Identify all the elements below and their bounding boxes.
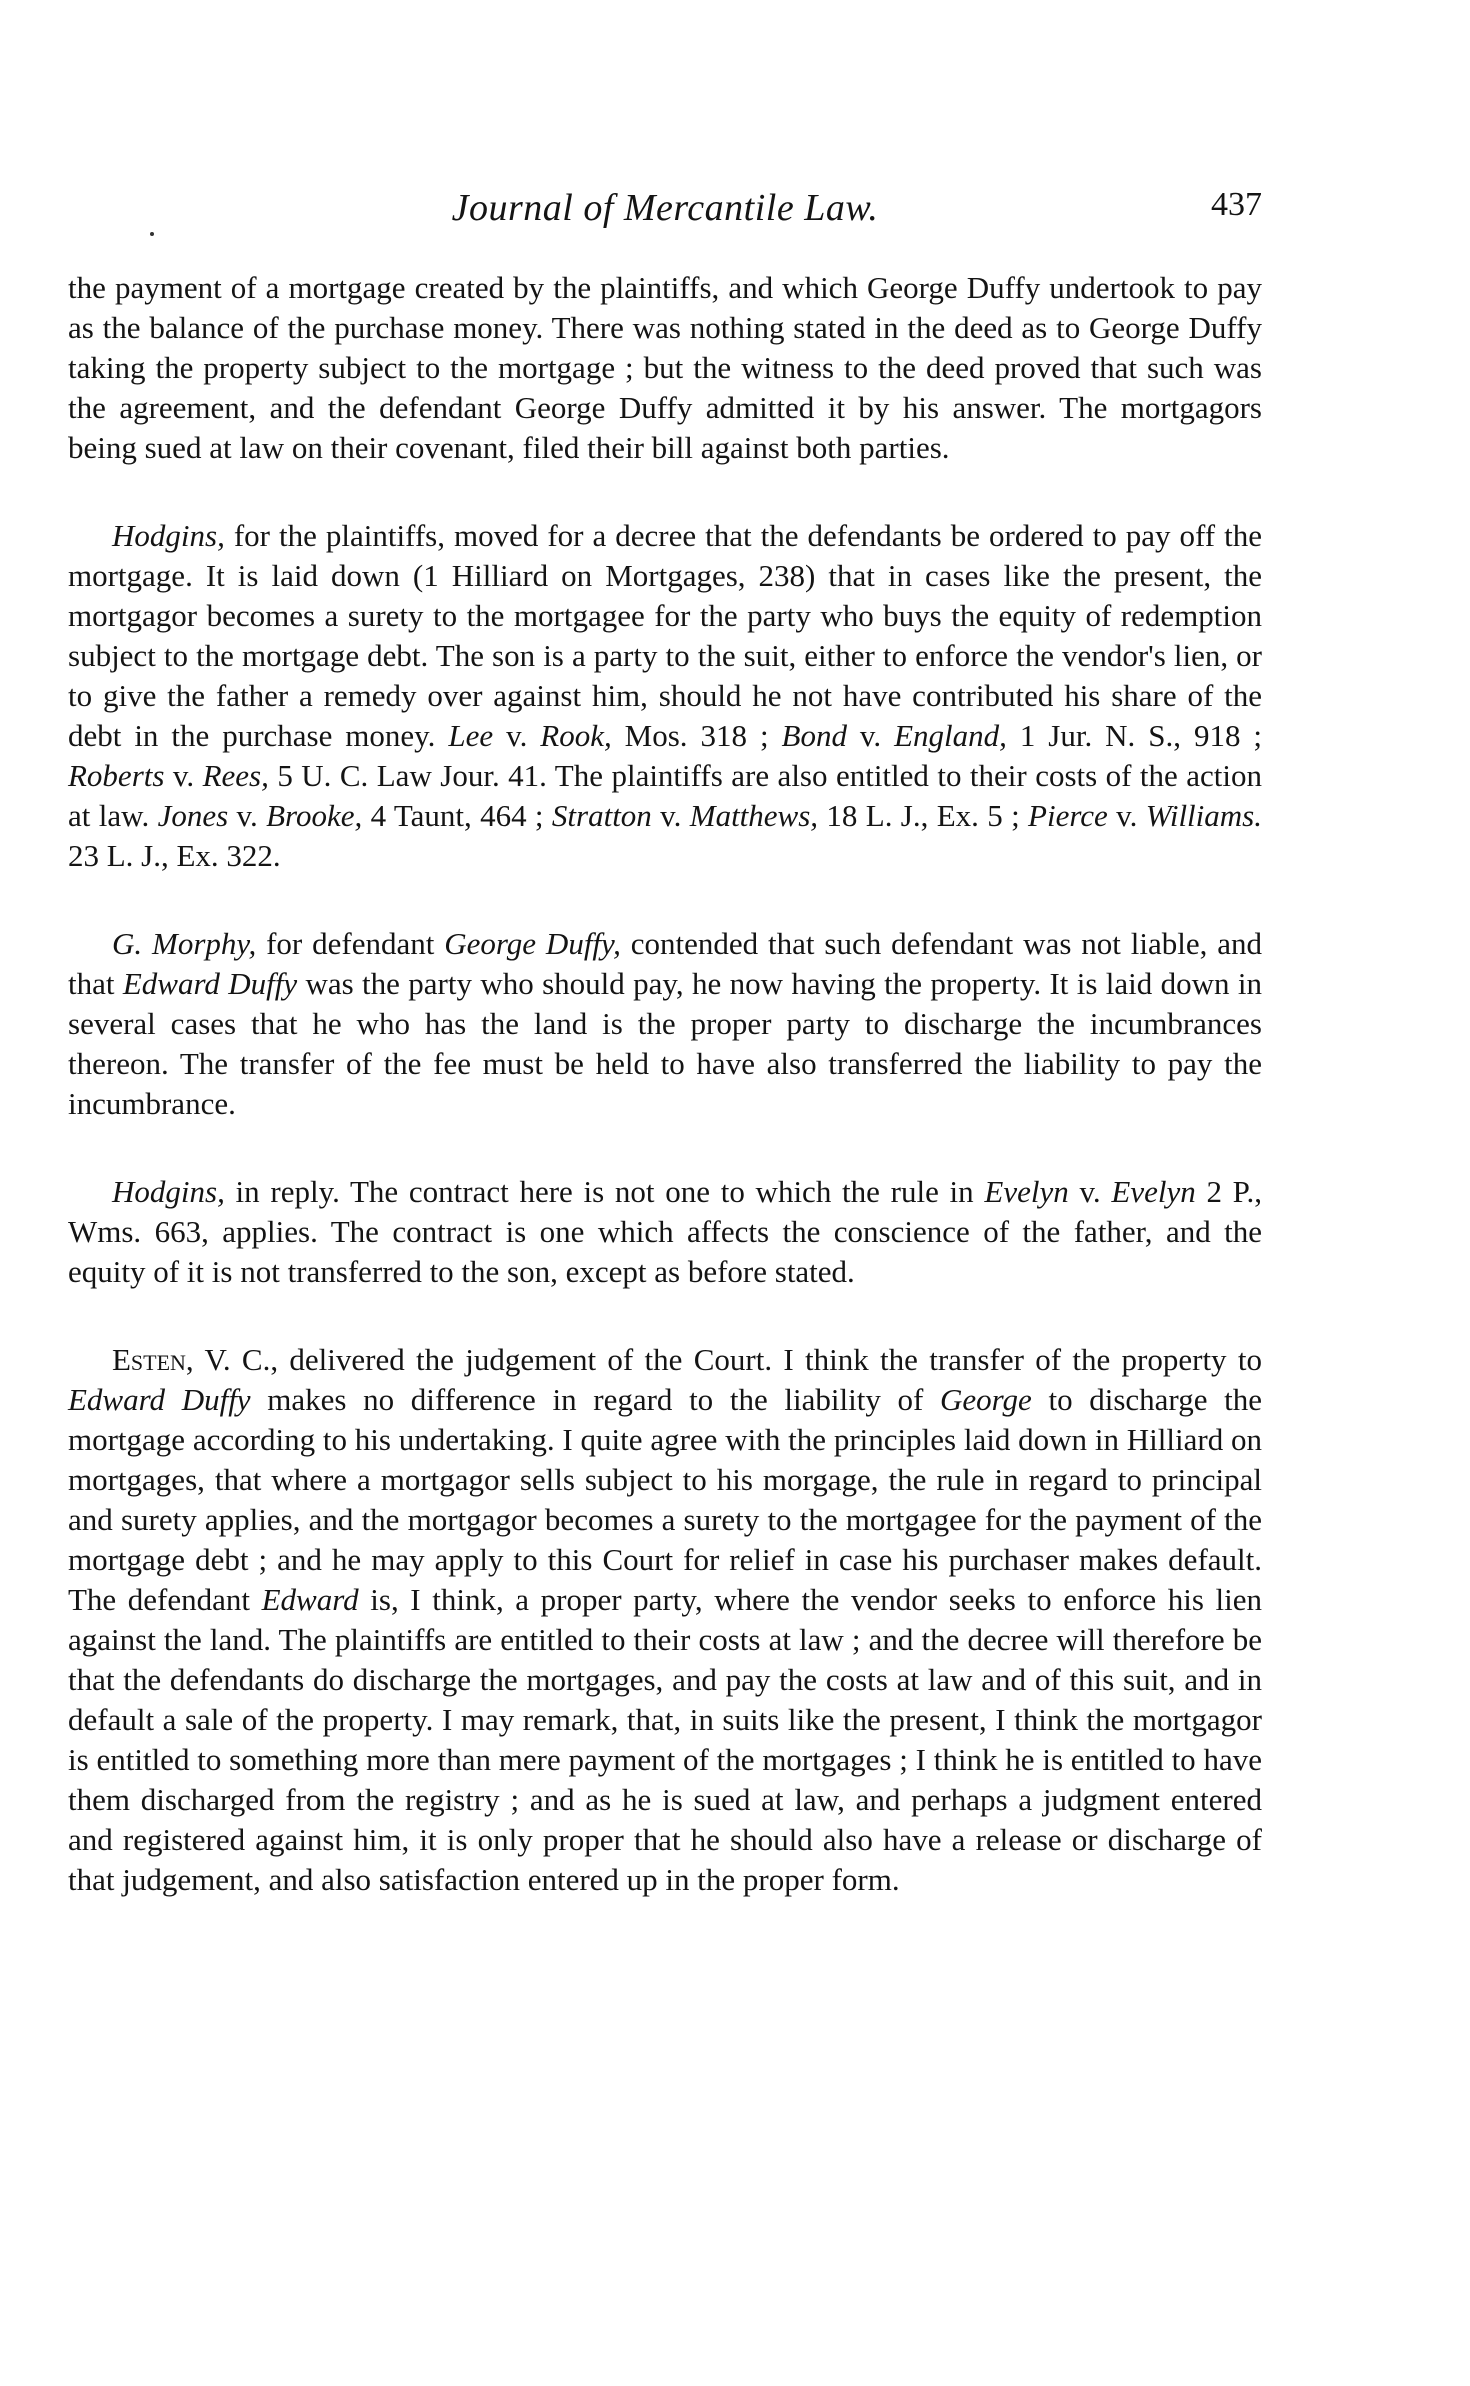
italic-text: Matthews, [689, 798, 819, 833]
italic-text: George Duffy, [444, 926, 621, 961]
italic-text: Pierce [1028, 798, 1108, 833]
body-text: Mos. 318 ; [611, 718, 782, 753]
body-text: v. [846, 718, 895, 753]
italic-text: England, [894, 718, 1007, 753]
journal-title: Journal of Mercantile Law. [451, 187, 879, 229]
italic-text: Edward [261, 1582, 359, 1617]
body-text: the payment of a mortgage created by the plaintiffs, and which George Duffy undertook to pay as the balance of the purchase money. There was nothing stated in the deed as to George Duffy taking the property subject to the mortgage ; but the witness to the deed proved that such was the agreement, and the defendant George Duffy admitted it by his answer. The mortgagors being sued at law on their covenant, filed their bill against both parties. [68, 270, 1262, 465]
italic-text: Edward Duffy [68, 1382, 251, 1417]
body-text: makes no difference in regard to the liability of [250, 1382, 940, 1417]
italic-text: Lee [448, 718, 494, 753]
body-text: 4 Taunt, 464 ; [362, 798, 552, 833]
body-text: v. [164, 758, 203, 793]
italic-text: Jones [157, 798, 229, 833]
italic-text: Roberts [68, 758, 165, 793]
body-text: 5 U. C. Law Jour. 41. The plaintiffs are also entitled to their costs of the action at law. [68, 758, 1262, 833]
body-text: V. C., delivered the judgement of the Court. I think the transfer of the property to [193, 1342, 1262, 1377]
paragraph-continuation [68, 268, 1262, 468]
body-text: 2 P., Wms. 663, applies. The contract is one which affects the conscience of the father, and the equity of it is not transferred to the son, except as before stated. [68, 1174, 1262, 1289]
body-text: for the plaintiffs, moved for a decree that the defendants be ordered to pay off the mortgage. It is laid down (1 Hilliard on Mortgages, 238) that in cases like the present, the mortgagor becomes a surety to the mortgagee for the party who buys the equity of redemption subject to the mortgage debt. The son is a party to the suit, either to enforce the vendor's lien, or to give the father a remedy over against him, should he not have contributed his share of the debt in the purchase money. [68, 518, 1262, 753]
italic-text: Evelyn [1111, 1174, 1196, 1209]
body-text: 1 Jur. N. S., 918 ; [1006, 718, 1262, 753]
body-text: was the party who should pay, he now having the property. It is laid down in several cases that he who has the land is the proper party to discharge the incumbrances thereon. The transfer of the fee must be held to have also transferred the liability to pay the incumbrance. [68, 966, 1262, 1121]
italic-text: Edward Duffy [122, 966, 298, 1001]
italic-text: Hodgins, [112, 518, 225, 553]
body-text: v. [228, 798, 267, 833]
italic-text: Rees, [202, 758, 269, 793]
paragraph-hodgins-motion [68, 516, 1262, 876]
italic-text: Williams. [1145, 798, 1262, 833]
body-text: is, I think, a proper party, where the vendor seeks to enforce his lien against the land. The plaintiffs are entitled to their costs at law ; and the decree will therefore be that the defendants do discharge the mortgages, and pay the costs at law and of this suit, and in default a sale of the property. I may remark, that, in suits like the present, I think the mortgagor is entitled to something more than mere payment of the mortgages ; I think he is entitled to have them discharged from the registry ; and as he is sued at law, and perhaps a judgment entered and registered against him, it is only proper that he should also have a release or discharge of that judgement, and also satisfaction entered up in the proper form. [68, 1582, 1262, 1897]
body-text: in reply. The contract here is not one to which the rule in [224, 1174, 985, 1209]
paragraph-morphy-argument [68, 924, 1262, 1124]
body-text: for defendant [256, 926, 445, 961]
body-text: contended that such defendant was not liable, and that [68, 926, 1263, 1001]
print-speck [150, 232, 154, 236]
italic-text: Brooke, [266, 798, 363, 833]
paragraph-judgement [68, 1340, 1262, 1900]
page-number: 437 [1211, 186, 1262, 223]
italic-text: Evelyn [984, 1174, 1069, 1209]
italic-text: Bond [781, 718, 847, 753]
body-text: 23 L. J., Ex. 322. [68, 838, 281, 873]
italic-text: Rook, [540, 718, 612, 753]
page-body [68, 268, 1262, 1900]
body-text: 18 L. J., Ex. 5 ; [818, 798, 1029, 833]
body-text: v. [1107, 798, 1146, 833]
italic-text: George [939, 1382, 1032, 1417]
body-text: to discharge the mortgage according to his undertaking. I quite agree with the principles laid down in Hilliard on mortgages, that where a mortgagor sells subject to his morgage, the rule in regard to principal and surety applies, and the mortgagor becomes a surety to the mortgagee for the payment of the mortgage debt ; and he may apply to this Court for relief in case his purchaser makes default. The defendant [68, 1382, 1262, 1617]
italic-text: Hodgins, [112, 1174, 225, 1209]
paragraph-hodgins-reply [68, 1172, 1262, 1292]
running-header [68, 180, 1262, 240]
body-text: v. [1068, 1174, 1112, 1209]
body-text: v. [651, 798, 690, 833]
small-caps-text: Esten, [112, 1342, 194, 1377]
italic-text: G. Morphy, [112, 926, 257, 961]
italic-text: Stratton [551, 798, 652, 833]
body-text: v. [493, 718, 541, 753]
